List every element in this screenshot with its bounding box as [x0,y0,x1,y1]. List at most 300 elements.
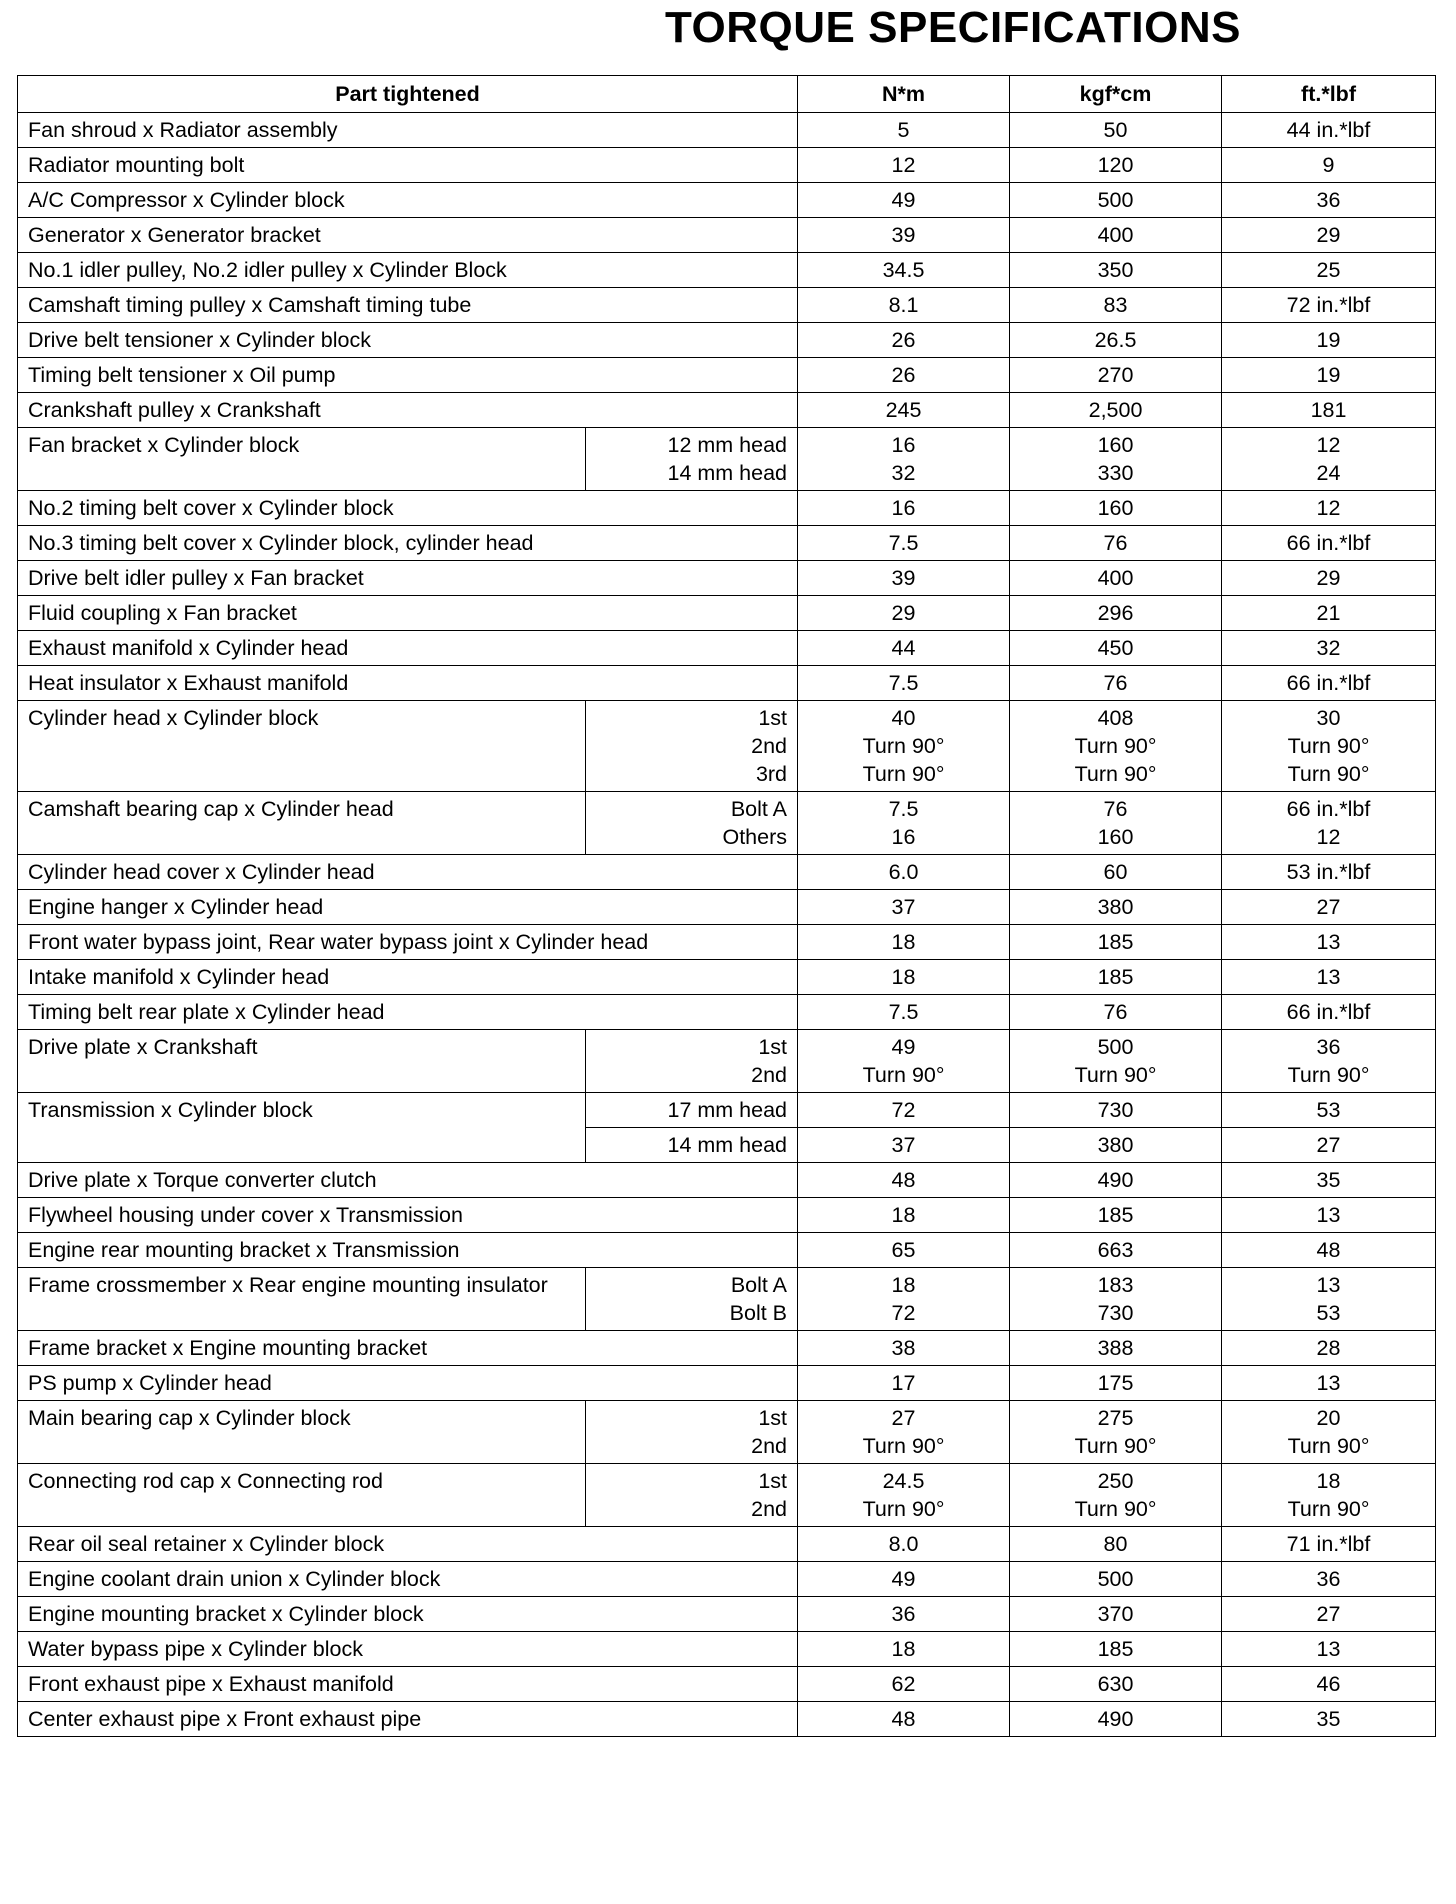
cell-line: 12 mm head [667,433,788,457]
cell-line: 60 [1103,860,1128,884]
ftlbf-cell [1222,218,1436,253]
cell-line: 350 [1097,258,1134,282]
nm-cell [798,995,1010,1030]
header-kgf: kgf*cm [1010,76,1222,113]
ftlbf-cell [1222,631,1436,666]
kgf-cell [1010,323,1222,358]
part-cell: PS pump x Cylinder head [18,1366,798,1401]
cell-line: Turn 90° [1287,1434,1370,1458]
kgf-cell [1010,596,1222,631]
nm-cell [798,1268,1010,1331]
part-cell: Drive belt idler pulley x Fan bracket [18,561,798,596]
page-title: TORQUE SPECIFICATIONS [664,3,1242,52]
cell-line: 1st [758,1469,788,1493]
ftlbf-cell [1222,288,1436,323]
cell-line: 270 [1097,363,1134,387]
cell-line: 72 [891,1301,916,1325]
part-cell: Frame crossmember x Rear engine mounting insulator [18,1268,586,1331]
cell-line: Turn 90° [1287,734,1370,758]
ftlbf-cell [1222,1233,1436,1268]
cell-line: 53 [1316,1098,1341,1122]
kgf-cell [1010,1233,1222,1268]
cell-line: Turn 90° [862,1434,945,1458]
cell-line: Turn 90° [862,762,945,786]
part-cell: Engine coolant drain union x Cylinder block [18,1562,798,1597]
cell-line: 66 in.*lbf [1286,797,1371,821]
cell-line: 40 [891,706,916,730]
cell-line: Turn 90° [1074,1063,1157,1087]
cell-line: 183 [1097,1273,1134,1297]
cell-line: 380 [1097,895,1134,919]
ftlbf-cell [1222,1667,1436,1702]
cell-line: 37 [891,1133,916,1157]
cell-line: 185 [1097,1203,1134,1227]
kgf-cell [1010,925,1222,960]
header-part: Part tightened [18,76,798,113]
table-row [18,596,1436,631]
cell-line: 2nd [751,734,788,758]
cell-line: 76 [1103,797,1128,821]
nm-cell [798,631,1010,666]
ftlbf-cell [1222,1128,1436,1163]
part-cell: Frame bracket x Engine mounting bracket [18,1331,798,1366]
cell-line: Others [722,825,788,849]
ftlbf-cell [1222,526,1436,561]
part-cell: Intake manifold x Cylinder head [18,960,798,995]
part-cell: Exhaust manifold x Cylinder head [18,631,798,666]
kgf-cell [1010,1268,1222,1331]
cell-line: 13 [1316,965,1341,989]
kgf-cell [1010,218,1222,253]
cell-line: 53 [1316,1301,1341,1325]
condition-cell [586,1401,798,1464]
part-cell: Connecting rod cap x Connecting rod [18,1464,586,1527]
ftlbf-cell [1222,792,1436,855]
kgf-cell [1010,1597,1222,1632]
cell-line: 500 [1097,1035,1134,1059]
table-row [18,631,1436,666]
nm-cell [798,596,1010,631]
cell-line: 28 [1316,1336,1341,1360]
cell-line: 1st [758,1035,788,1059]
nm-cell [798,1093,1010,1128]
cell-line: 44 in.*lbf [1286,118,1371,142]
cell-line: 36 [1316,188,1341,212]
cell-line: 18 [891,1637,916,1661]
condition-cell [586,792,798,855]
cell-line: 370 [1097,1602,1134,1626]
part-cell: Crankshaft pulley x Crankshaft [18,393,798,428]
cell-line: 24 [1316,461,1341,485]
kgf-cell [1010,1030,1222,1093]
table-row [18,1562,1436,1597]
cell-line: 245 [885,398,922,422]
part-cell: Timing belt tensioner x Oil pump [18,358,798,393]
cell-line: 16 [891,825,916,849]
kgf-cell [1010,113,1222,148]
cell-line: 408 [1097,706,1134,730]
nm-cell [798,1562,1010,1597]
cell-line: 160 [1097,433,1134,457]
ftlbf-cell [1222,253,1436,288]
kgf-cell [1010,526,1222,561]
kgf-cell [1010,561,1222,596]
cell-line: 53 in.*lbf [1286,860,1371,884]
cell-line: 120 [1097,153,1134,177]
part-cell: No.1 idler pulley, No.2 idler pulley x Cylinder Block [18,253,798,288]
cell-line: 26 [891,328,916,352]
nm-cell [798,113,1010,148]
nm-cell [798,1366,1010,1401]
kgf-cell [1010,1093,1222,1128]
cell-line: 330 [1097,461,1134,485]
ftlbf-cell [1222,960,1436,995]
cell-line: 1st [758,706,788,730]
table-row [18,925,1436,960]
ftlbf-cell [1222,890,1436,925]
ftlbf-cell [1222,1702,1436,1737]
cell-line: 275 [1097,1406,1134,1430]
kgf-cell [1010,855,1222,890]
part-cell: Center exhaust pipe x Front exhaust pipe [18,1702,798,1737]
cell-line: 37 [891,895,916,919]
cell-line: 30 [1316,706,1341,730]
ftlbf-cell [1222,925,1436,960]
cell-line: 66 in.*lbf [1286,671,1371,695]
table-row [18,113,1436,148]
cell-line: 160 [1097,496,1134,520]
cell-line: 27 [1316,895,1341,919]
cell-line: Turn 90° [862,734,945,758]
nm-cell [798,1331,1010,1366]
cell-line: Bolt A [730,1273,788,1297]
kgf-cell [1010,792,1222,855]
kgf-cell [1010,1366,1222,1401]
table-row [18,701,1436,792]
cell-line: 160 [1097,825,1134,849]
part-cell: Flywheel housing under cover x Transmission [18,1198,798,1233]
cell-line: 32 [1316,636,1341,660]
cell-line: 72 in.*lbf [1286,293,1371,317]
cell-line: 13 [1316,1637,1341,1661]
cell-line: 35 [1316,1168,1341,1192]
cell-line: 24.5 [882,1469,925,1493]
part-cell: Camshaft timing pulley x Camshaft timing tube [18,288,798,323]
cell-line: 9 [1322,153,1335,177]
nm-cell [798,925,1010,960]
nm-cell [798,701,1010,792]
part-cell: Transmission x Cylinder block [18,1093,586,1163]
table-row [18,792,1436,855]
nm-cell [798,1527,1010,1562]
table-row [18,218,1436,253]
cell-line: 71 in.*lbf [1286,1532,1371,1556]
cell-line: 46 [1316,1672,1341,1696]
kgf-cell [1010,701,1222,792]
part-cell: Drive plate x Torque converter clutch [18,1163,798,1198]
ftlbf-cell [1222,666,1436,701]
nm-cell [798,792,1010,855]
ftlbf-cell [1222,855,1436,890]
cell-line: 12 [1316,825,1341,849]
ftlbf-cell [1222,1527,1436,1562]
table-row [18,288,1436,323]
table-row [18,1401,1436,1464]
cell-line: 19 [1316,363,1341,387]
cell-line: 36 [1316,1035,1341,1059]
condition-cell [586,1464,798,1527]
part-cell: Fan shroud x Radiator assembly [18,113,798,148]
table-row [18,183,1436,218]
nm-cell [798,393,1010,428]
table-row [18,1632,1436,1667]
cell-line: Bolt B [729,1301,788,1325]
cell-line: 49 [891,1567,916,1591]
nm-cell [798,890,1010,925]
cell-line: 80 [1103,1532,1128,1556]
cell-line: 66 in.*lbf [1286,531,1371,555]
table-row [18,1198,1436,1233]
cell-line: 18 [891,930,916,954]
nm-cell [798,1632,1010,1667]
nm-cell [798,358,1010,393]
cell-line: 65 [891,1238,916,1262]
ftlbf-cell [1222,358,1436,393]
table-row [18,428,1436,491]
part-cell: Drive belt tensioner x Cylinder block [18,323,798,358]
cell-line: 29 [1316,223,1341,247]
cell-line: 13 [1316,930,1341,954]
kgf-cell [1010,1562,1222,1597]
kgf-cell [1010,1667,1222,1702]
cell-line: 49 [891,1035,916,1059]
kgf-cell [1010,288,1222,323]
ftlbf-cell [1222,1597,1436,1632]
cell-line: 17 [891,1371,916,1395]
cell-line: 730 [1097,1301,1134,1325]
ftlbf-cell [1222,113,1436,148]
kgf-cell [1010,666,1222,701]
kgf-cell [1010,491,1222,526]
nm-cell [798,183,1010,218]
part-cell: Water bypass pipe x Cylinder block [18,1632,798,1667]
cell-line: 76 [1103,531,1128,555]
kgf-cell [1010,148,1222,183]
part-cell: Heat insulator x Exhaust manifold [18,666,798,701]
cell-line: 8.1 [888,293,919,317]
cell-line: 2,500 [1088,398,1143,422]
ftlbf-cell [1222,1401,1436,1464]
header-nm: N*m [798,76,1010,113]
cell-line: 18 [891,1203,916,1227]
cell-line: 76 [1103,1000,1128,1024]
kgf-cell [1010,1527,1222,1562]
nm-cell [798,855,1010,890]
kgf-cell [1010,1401,1222,1464]
condition-cell [586,1268,798,1331]
kgf-cell [1010,1632,1222,1667]
nm-cell [798,1597,1010,1632]
cell-line: 450 [1097,636,1134,660]
ftlbf-cell [1222,393,1436,428]
part-cell: Front exhaust pipe x Exhaust manifold [18,1667,798,1702]
nm-cell [798,148,1010,183]
part-cell: Drive plate x Crankshaft [18,1030,586,1093]
kgf-cell [1010,428,1222,491]
cell-line: 490 [1097,1707,1134,1731]
cell-line: 12 [1316,496,1341,520]
table-row [18,358,1436,393]
table-row [18,1331,1436,1366]
cell-line: 400 [1097,223,1134,247]
part-cell: Radiator mounting bolt [18,148,798,183]
cell-line: 48 [891,1168,916,1192]
condition-cell [586,428,798,491]
cell-line: 27 [1316,1133,1341,1157]
table-row [18,148,1436,183]
cell-line: Turn 90° [1074,734,1157,758]
kgf-cell [1010,960,1222,995]
cell-line: 181 [1310,398,1347,422]
table-row [18,995,1436,1030]
nm-cell [798,1702,1010,1737]
kgf-cell [1010,183,1222,218]
ftlbf-cell [1222,183,1436,218]
nm-cell [798,253,1010,288]
nm-cell [798,218,1010,253]
cell-line: 18 [1316,1469,1341,1493]
cell-line: 6.0 [888,860,919,884]
header-row [18,76,1436,113]
cell-line: 14 mm head [667,461,788,485]
nm-cell [798,561,1010,596]
cell-line: 12 [891,153,916,177]
cell-line: 185 [1097,965,1134,989]
cell-line: 27 [1316,1602,1341,1626]
cell-line: 27 [891,1406,916,1430]
torque-spec-table [17,75,1436,1737]
cell-line: 388 [1097,1336,1134,1360]
part-cell: Fluid coupling x Fan bracket [18,596,798,631]
cell-line: 36 [891,1602,916,1626]
table-row [18,890,1436,925]
kgf-cell [1010,890,1222,925]
table-row [18,1667,1436,1702]
table-row [18,1527,1436,1562]
kgf-cell [1010,1702,1222,1737]
part-cell: Engine hanger x Cylinder head [18,890,798,925]
cell-line: 7.5 [888,531,919,555]
cell-line: 19 [1316,328,1341,352]
cell-line: 18 [891,965,916,989]
cell-line: 66 in.*lbf [1286,1000,1371,1024]
table-row [18,1702,1436,1737]
cell-line: 50 [1103,118,1128,142]
ftlbf-cell [1222,596,1436,631]
table-row [18,1030,1436,1093]
cell-line: 14 mm head [667,1133,788,1157]
nm-cell [798,1667,1010,1702]
table-row [18,253,1436,288]
table-row [18,960,1436,995]
table-row [18,526,1436,561]
cell-line: 380 [1097,1133,1134,1157]
nm-cell [798,526,1010,561]
nm-cell [798,1163,1010,1198]
cell-line: 18 [891,1273,916,1297]
cell-line: 7.5 [888,1000,919,1024]
ftlbf-cell [1222,323,1436,358]
cell-line: 16 [891,433,916,457]
cell-line: 630 [1097,1672,1134,1696]
nm-cell [798,288,1010,323]
cell-line: 730 [1097,1098,1134,1122]
condition-cell [586,1030,798,1093]
nm-cell [798,1198,1010,1233]
cell-line: 12 [1316,433,1341,457]
kgf-cell [1010,1331,1222,1366]
cell-line: 1st [758,1406,788,1430]
cell-line: 185 [1097,1637,1134,1661]
table-row [18,666,1436,701]
ftlbf-cell [1222,701,1436,792]
cell-line: 7.5 [888,797,919,821]
cell-line: 44 [891,636,916,660]
cell-line: Turn 90° [862,1497,945,1521]
cell-line: Turn 90° [1287,762,1370,786]
part-cell: Camshaft bearing cap x Cylinder head [18,792,586,855]
cell-line: 663 [1097,1238,1134,1262]
ftlbf-cell [1222,1464,1436,1527]
ftlbf-cell [1222,1093,1436,1128]
ftlbf-cell [1222,561,1436,596]
cell-line: 62 [891,1672,916,1696]
cell-line: 83 [1103,293,1128,317]
table-row [18,561,1436,596]
cell-line: 16 [891,496,916,520]
cell-line: 185 [1097,930,1134,954]
nm-cell [798,1128,1010,1163]
cell-line: 25 [1316,258,1341,282]
cell-line: 38 [891,1336,916,1360]
cell-line: 32 [891,461,916,485]
ftlbf-cell [1222,428,1436,491]
cell-line: 26.5 [1094,328,1137,352]
cell-line: 36 [1316,1567,1341,1591]
kgf-cell [1010,1464,1222,1527]
cell-line: 76 [1103,671,1128,695]
part-cell: Main bearing cap x Cylinder block [18,1401,586,1464]
cell-line: 35 [1316,1707,1341,1731]
kgf-cell [1010,631,1222,666]
table-row [18,1366,1436,1401]
ftlbf-cell [1222,1030,1436,1093]
part-cell: No.2 timing belt cover x Cylinder block [18,491,798,526]
table-row [18,1464,1436,1527]
kgf-cell [1010,995,1222,1030]
kgf-cell [1010,393,1222,428]
cell-line: 13 [1316,1371,1341,1395]
cell-line: 29 [891,601,916,625]
ftlbf-cell [1222,1198,1436,1233]
cell-line: 500 [1097,1567,1134,1591]
cell-line: 400 [1097,566,1134,590]
nm-cell [798,1030,1010,1093]
kgf-cell [1010,358,1222,393]
table-row [18,1233,1436,1268]
part-cell: Fan bracket x Cylinder block [18,428,586,491]
part-cell: Cylinder head cover x Cylinder head [18,855,798,890]
